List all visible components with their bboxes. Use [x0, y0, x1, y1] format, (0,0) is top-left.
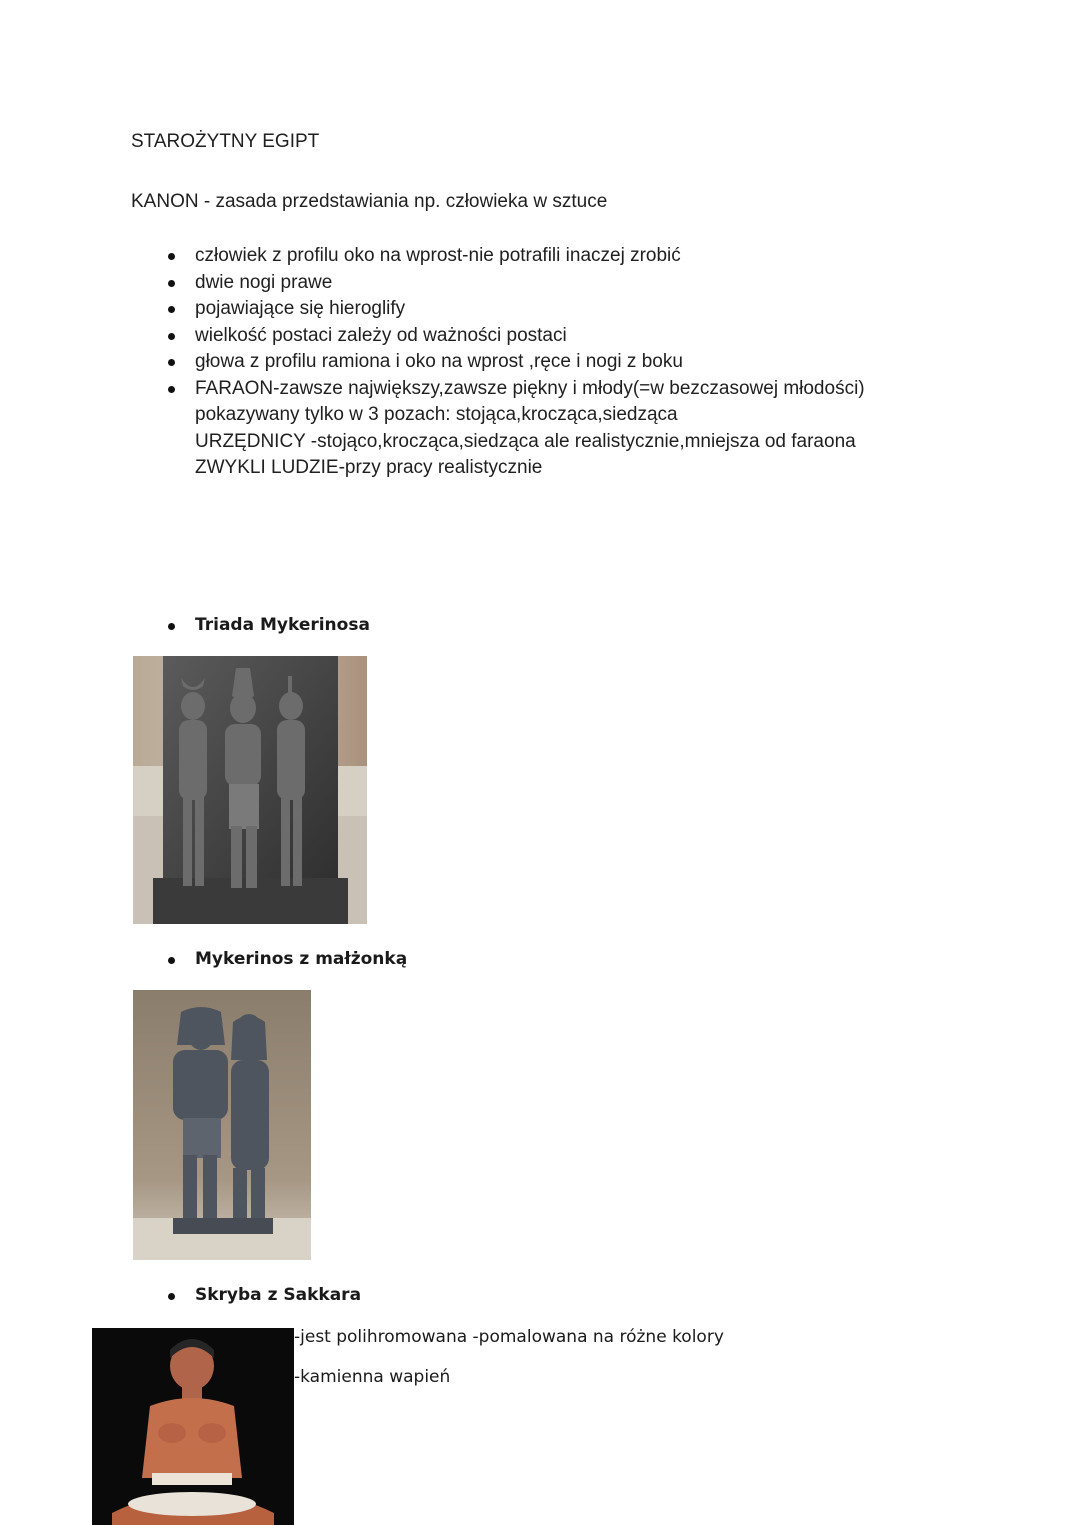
skryba-note-polychrome: -jest polihromowana -pomalowana na różne kolory [294, 1327, 724, 1347]
continuation-line: URZĘDNICY -stojąco,krocząca,siedząca ale realistycznie,mniejsza od faraona [195, 430, 856, 452]
list-item: wielkość postaci zależy od ważności postaci [160, 323, 1020, 350]
list-item: głowa z profilu ramiona i oko na wprost ,ręce i nogi z boku [160, 349, 1020, 376]
mykerinos-photo [133, 990, 311, 1260]
canon-list [160, 243, 1020, 482]
artwork-caption-mykerinos: Mykerinos z małżonką [160, 949, 407, 969]
list-item: człowiek z profilu oko na wprost-nie potrafili inaczej zrobić [160, 243, 1020, 270]
skryba-photo [92, 1328, 294, 1525]
artwork-caption-skryba: Skryba z Sakkara [160, 1285, 361, 1305]
artwork-caption-triada: Triada Mykerinosa [160, 615, 370, 635]
kanon-definition: KANON - zasada przedstawiania np. człowieka w sztuce [131, 191, 608, 212]
list-item: FARAON-zawsze największy,zawsze piękny i młody(=w bezczasowej młodości) pokazywany tylko w 3 pozach: stojąca,krocząca,siedząca URZĘDNICY -stojąco,krocząca,siedząca ale realistycznie,mniejsza od faraona ZWYKLI LUDZIE-przy pracy realistycznie [160, 376, 1020, 482]
page-title: STAROŻYTNY EGIPT [131, 131, 320, 152]
continuation-line: pokazywany tylko w 3 pozach: stojąca,krocząca,siedząca [195, 404, 678, 425]
list-item: pojawiające się hieroglify [160, 296, 1020, 323]
continuation-line: ZWYKLI LUDZIE-przy pracy realistycznie [195, 457, 543, 478]
skryba-note-material: -kamienna wapień [294, 1367, 451, 1387]
list-item: dwie nogi prawe [160, 270, 1020, 297]
triada-mykerinosa-photo [133, 656, 367, 924]
